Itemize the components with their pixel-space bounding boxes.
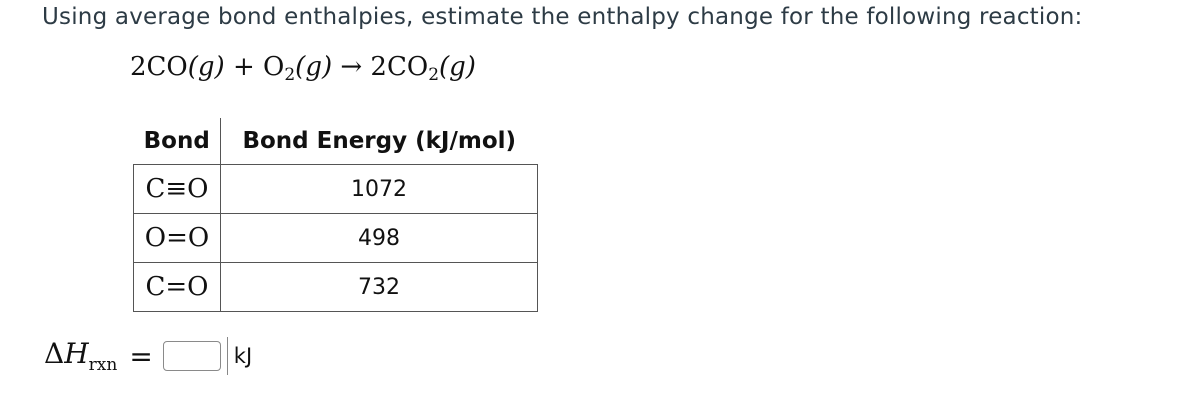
delta-h-rxn-label	[44, 337, 117, 375]
delta-symbol: Δ	[44, 337, 65, 370]
unit-label: kJ	[227, 337, 252, 375]
enthalpy-symbol: H	[64, 337, 89, 370]
energy-cell: 498	[221, 214, 538, 263]
question-prompt: Using average bond enthalpies, estimate the enthalpy change for the following reaction:	[42, 4, 1083, 30]
product-co2: → 2CO	[332, 52, 429, 82]
reactant-o2-state: (g)	[295, 52, 333, 82]
reactant-o2: + O	[224, 52, 285, 82]
enthalpy-answer-input[interactable]	[163, 341, 221, 371]
energy-cell: 732	[221, 263, 538, 312]
equals-sign: =	[129, 339, 153, 373]
bond-cell: O=O	[134, 214, 221, 263]
rxn-subscript: rxn	[88, 355, 118, 375]
header-bond-energy: Bond Energy (kJ/mol)	[221, 118, 538, 165]
bond-cell: C≡O	[134, 165, 221, 214]
reactant-co: 2CO	[130, 52, 188, 82]
energy-cell: 1072	[221, 165, 538, 214]
reactant-co-state: (g)	[187, 52, 225, 82]
reactant-o2-subscript: 2	[284, 65, 296, 85]
answer-row	[44, 334, 252, 378]
product-co2-state: (g)	[439, 52, 476, 82]
table-header-row	[134, 118, 538, 165]
table-row	[134, 263, 538, 312]
bond-energy-table	[133, 118, 538, 312]
product-co2-subscript: 2	[428, 65, 440, 85]
header-bond: Bond	[134, 118, 221, 165]
table-row	[134, 214, 538, 263]
table-row	[134, 165, 538, 214]
reaction-equation	[130, 52, 476, 85]
bond-cell: C=O	[134, 263, 221, 312]
